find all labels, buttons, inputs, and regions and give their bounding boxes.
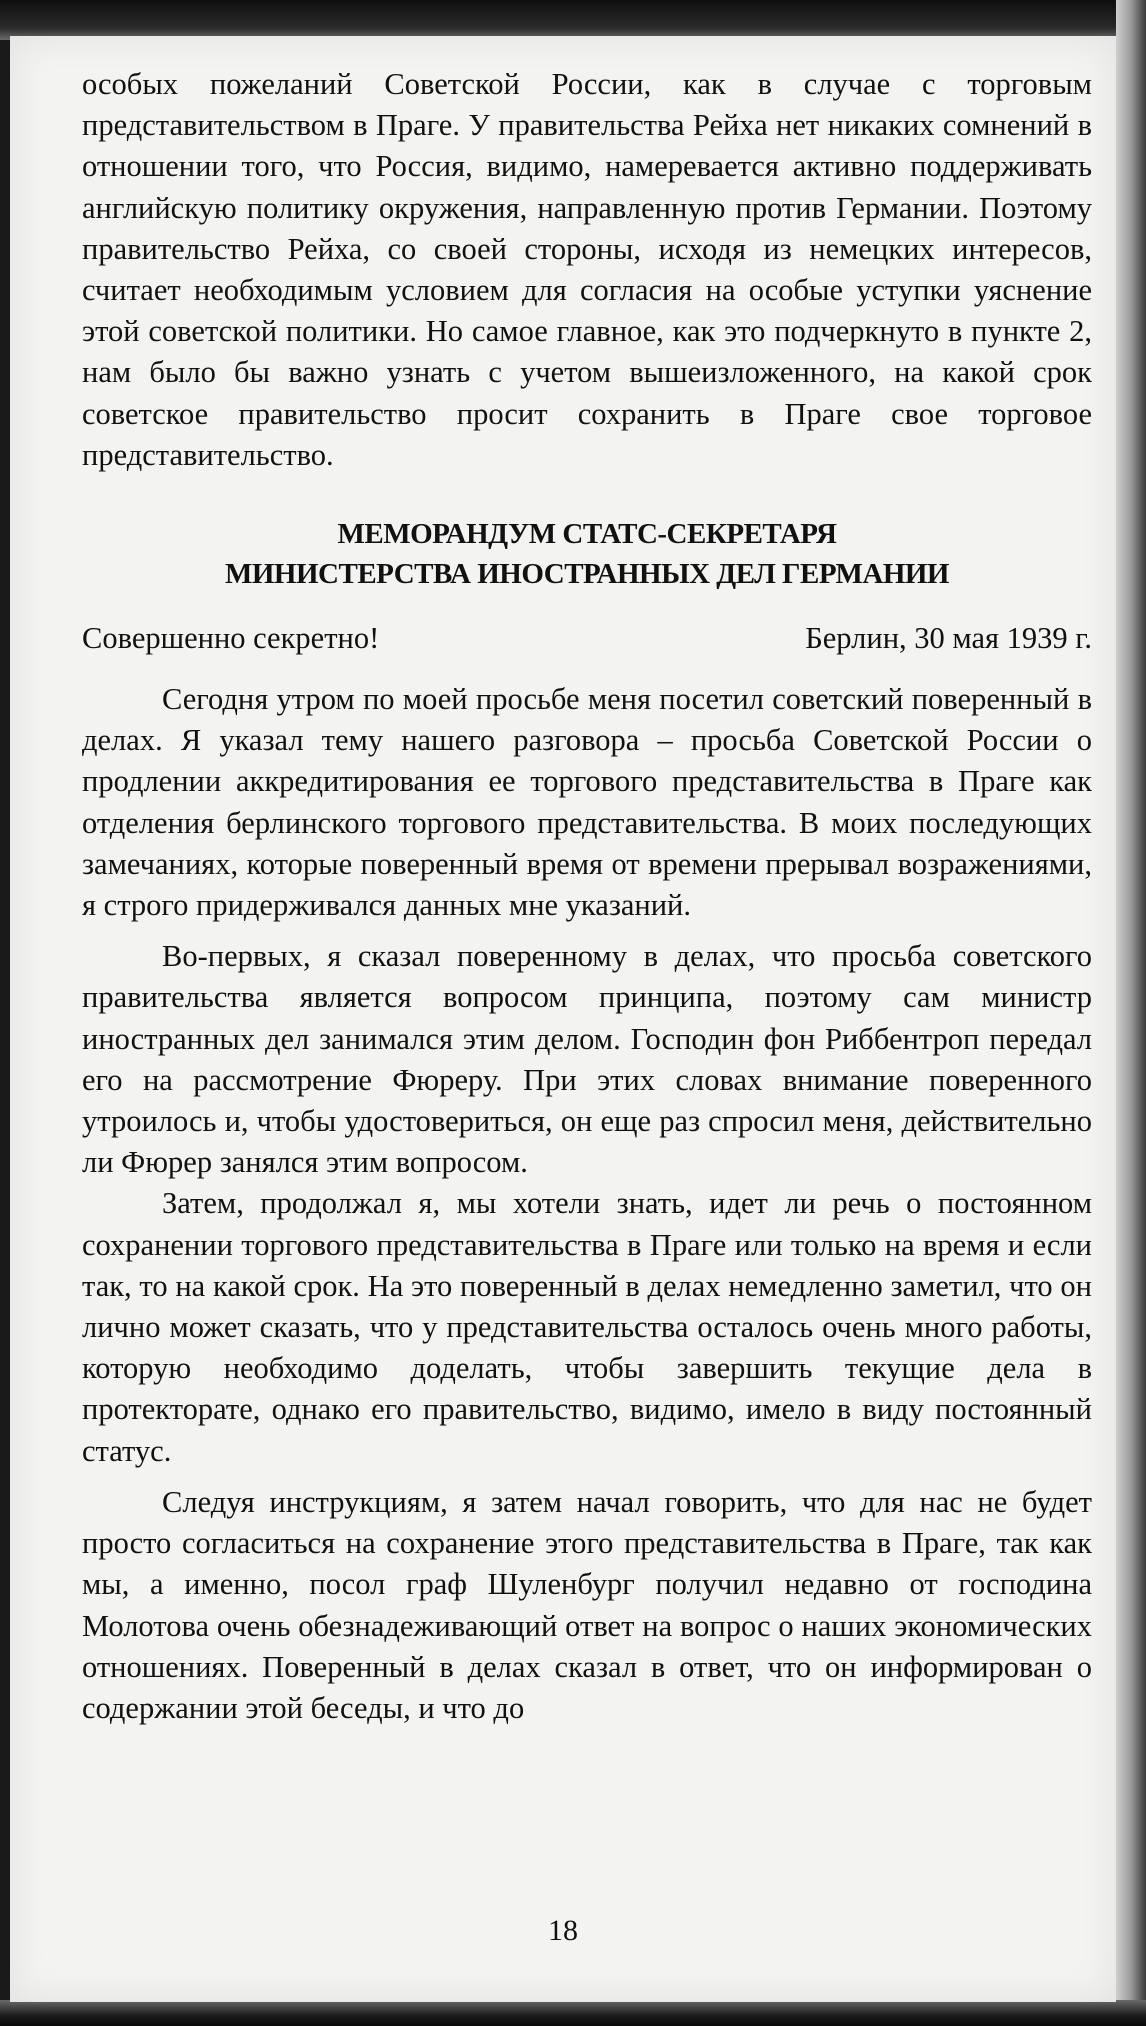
heading-line-1: МЕМОРАНДУМ СТАТС-СЕКРЕТАРЯ [337, 518, 837, 551]
page-number: 18 [548, 1914, 578, 1947]
classification-label: Совершенно секретно! [82, 621, 380, 656]
body-paragraph: Следуя инструкциям, я затем начал говорить, что для нас не будет просто согласиться на сохранение этого представительства в Праге, так как мы, а именно, посол граф Шуленбург получил недавно от господина Молотова очень обезнадеживающий ответ на вопрос о наших экономических отношениях. Поверенный в делах сказал в ответ, что он информирован о содержании этой беседы, и что до [82, 1484, 1092, 1725]
place-date: Берлин, 30 мая 1939 г. [805, 621, 1092, 656]
book-page [10, 36, 1116, 2002]
scan-border-top [0, 0, 1146, 40]
memo-meta [82, 618, 1092, 659]
memorandum-heading [82, 514, 1092, 594]
body-paragraph: Во-первых, я сказал поверенному в делах, что просьба советского правительства является вопросом принципа, поэтому сам министр иностранных дел занимался этим делом. Господин фон Риббентроп передал его на рассмотрение Фюреру. При этих словах внимание поверенного утроилось и, чтобы удостовериться, он еще раз спросил меня, действительно ли Фюрер занялся этим вопросом. [82, 939, 1092, 1180]
paragraph-continued: особых пожеланий Советской России, как в случае с торговым представительством в Праге. У правительства Рейха нет никаких сомнений в отношении того, что Россия, видимо, намеревается активно поддерживать английскую политику окружения, направленную против Германии. Поэтому правительство Рейха, со своей стороны, исходя из немецких интересов, считает необходимым условием для согласия на особые уступки уяснение этой советской политики. Но самое главное, как это подчеркнуто в пункте 2, нам было бы важно узнать с учетом вышеизложенного, на какой срок советское правительство просит сохранить в Праге свое торговое представительство. [82, 67, 1092, 472]
heading-line-2: МИНИСТЕРСТВА ИНОСТРАННЫХ ДЕЛ ГЕРМАНИИ [225, 558, 949, 591]
body-paragraph: Затем, продолжал я, мы хотели знать, идет ли речь о постоянном сохранении торгового представительства в Праге или только на время и если так, то на какой срок. На это поверенный в делах немедленно заметил, что он лично может сказать, что у представительства осталось очень много работы, которую необходимо доделать, чтобы завершить текущие дела в протекторате, однако его правительство, видимо, имело в виду постоянный статус. [82, 1186, 1092, 1468]
body-paragraph: Сегодня утром по моей просьбе меня посетил советский поверенный в делах. Я указал тему нашего разговора – просьба Советской России о продлении аккредитирования ее торгового представительства в Праге как отделения берлинского торгового представительства. В моих последующих замечаниях, которые поверенный время от времени прерывал возражениями, я строго придерживался данных мне указаний. [82, 682, 1092, 923]
scan-border-bottom [0, 2000, 1146, 2026]
page-content [82, 64, 1092, 1729]
scan-border-right [1116, 0, 1146, 2026]
